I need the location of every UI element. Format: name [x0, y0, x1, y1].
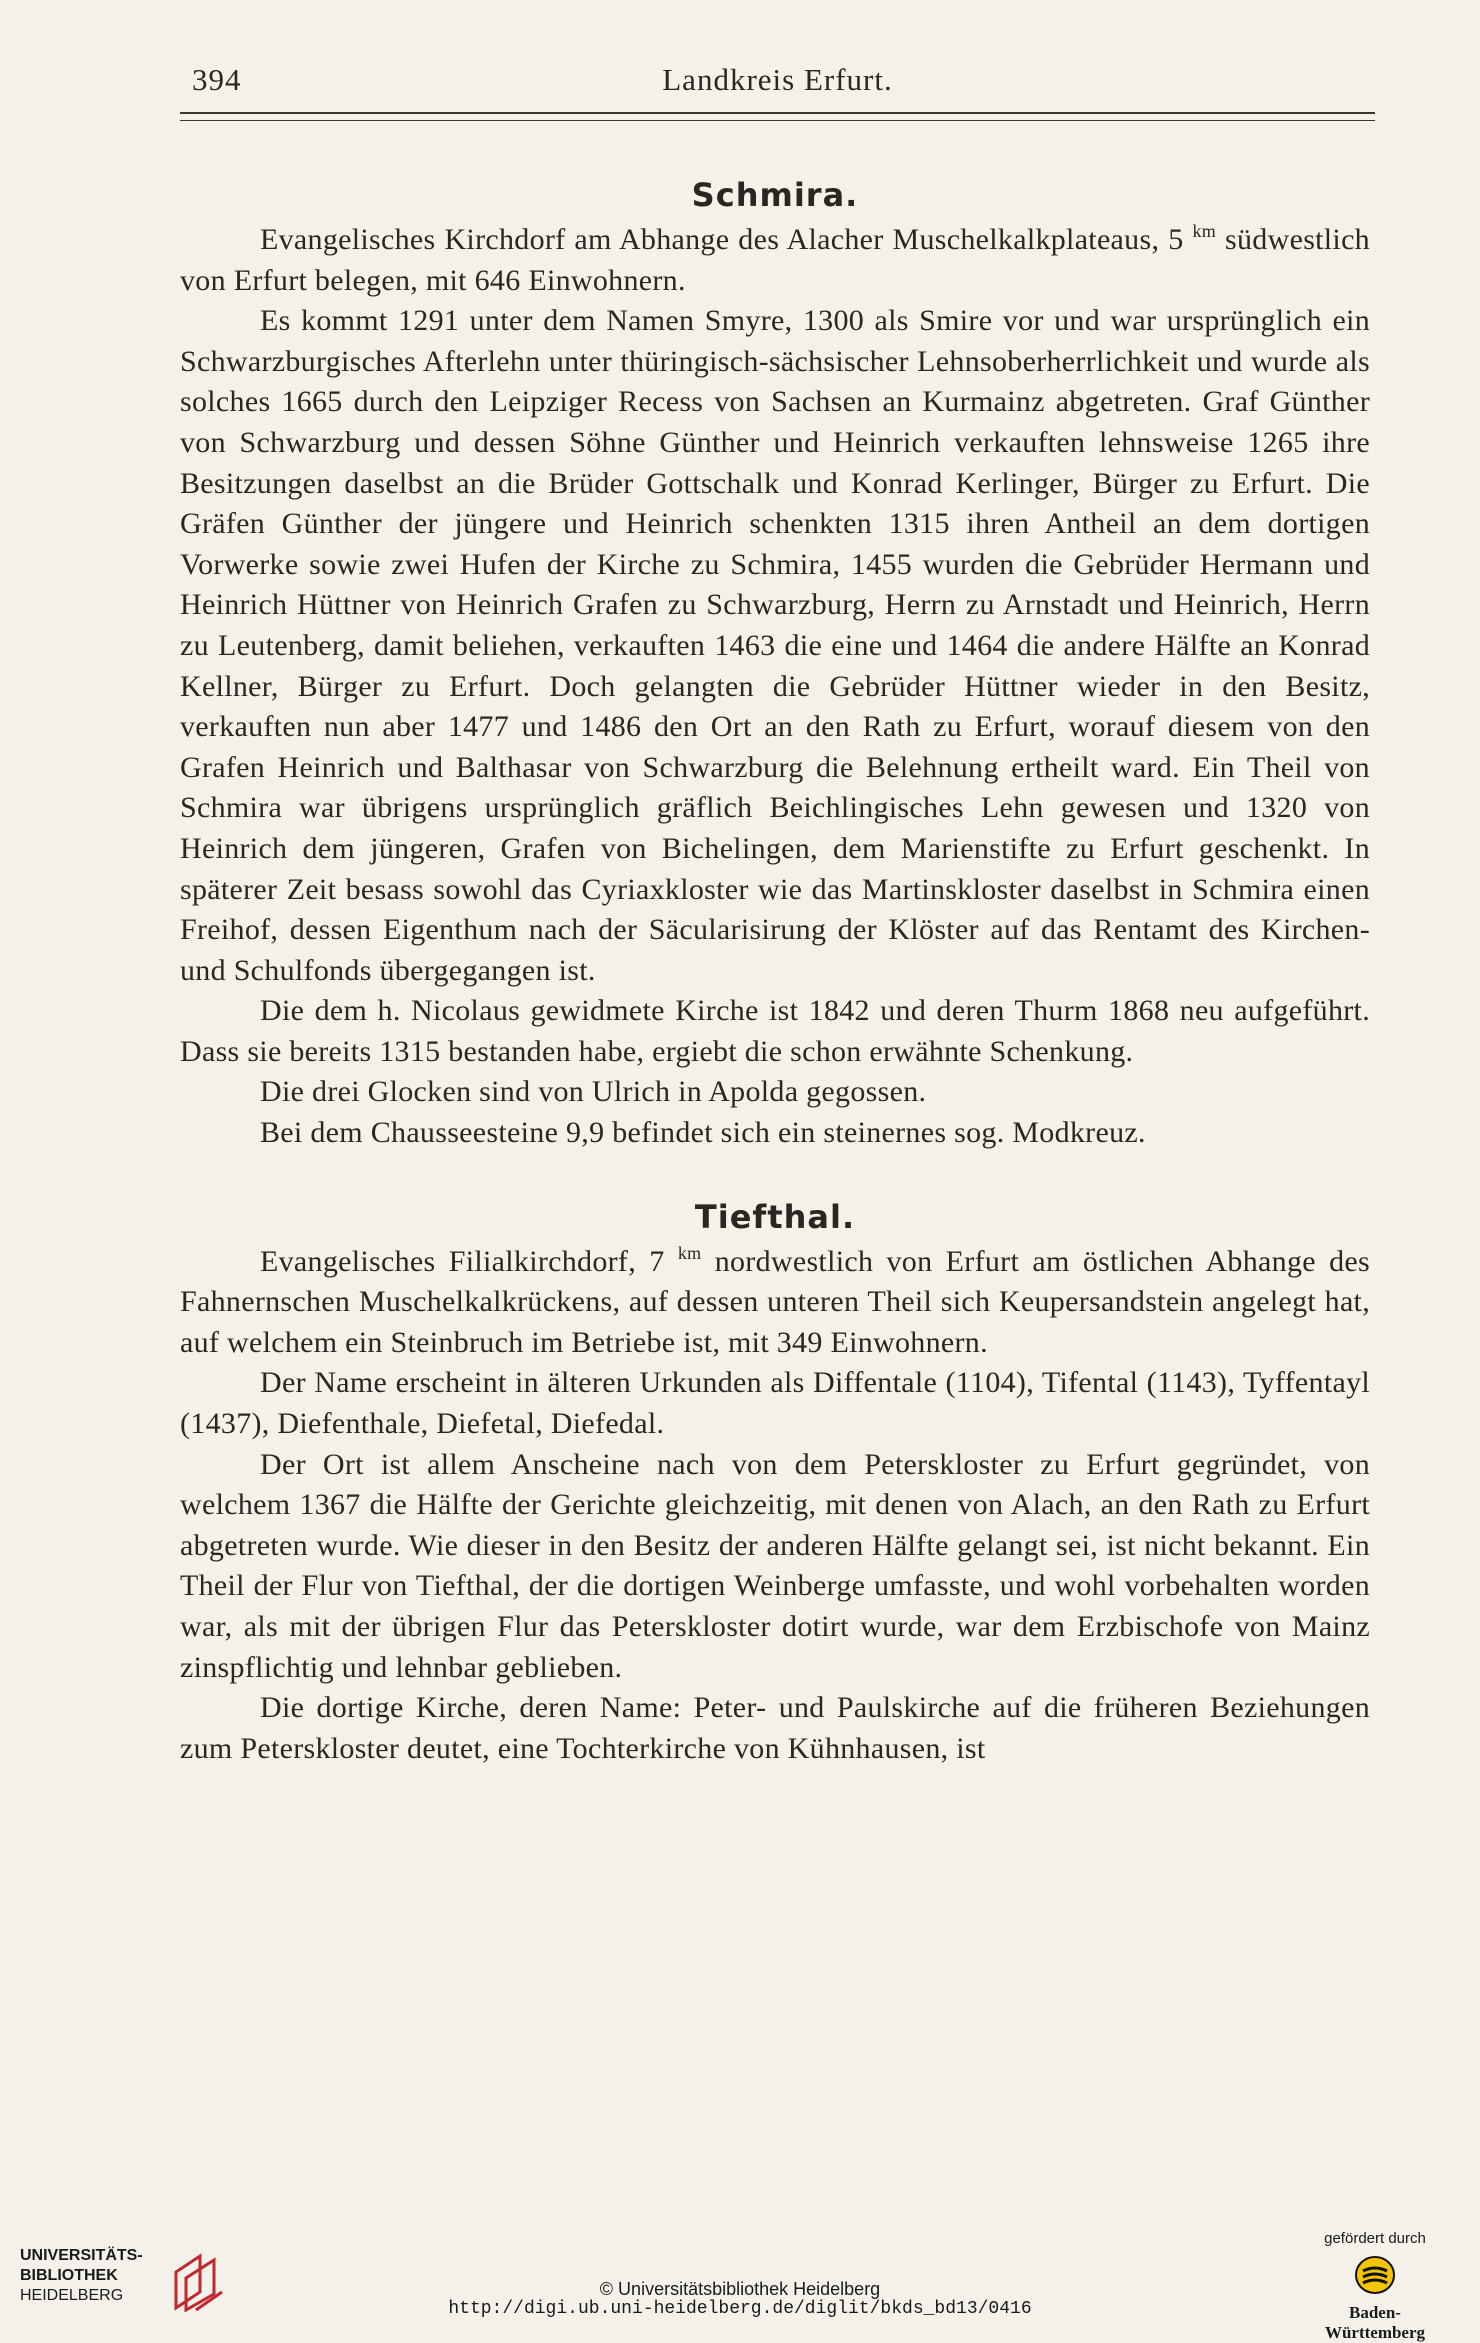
- page-footer: [0, 2220, 1480, 2342]
- paragraph: Die dem h. Nicolaus gewidmete Kirche ist 1842 und deren Thurm 1868 neu aufgeführt. Dass sie bereits 1315 bestanden habe, ergiebt die schon erwähnte Schenkung.: [180, 994, 1370, 1068]
- paragraph: Die drei Glocken sind von Ulrich in Apolda gegossen.: [260, 1075, 927, 1109]
- section-heading-schmira: Schmira.: [691, 176, 859, 214]
- funded-by-label: gefördert durch: [1324, 2230, 1426, 2247]
- paragraph: Evangelisches Filialkirchdorf, 7 $^{km}$ nordwestlich von Erfurt am östlichen Abhange des Fahnernschen Muschelkalkrückens, auf dessen unteren Theil sich Keupersandstein angelegt hat, auf welchem ein Steinbruch im Betriebe ist, mit 349 Einwohnern.: [180, 1242, 1370, 1359]
- library-name: UNIVERSITÄTS- BIBLIOTHEK HEIDELBERG: [20, 2247, 143, 2304]
- paragraph: Der Ort ist allem Anscheine nach von dem Peterskloster zu Erfurt gegründet, von welchem 1367 die Hälfte der Gerichte gleichzeitig, mit denen von Alach, an den Rath zu Erfurt abgetreten wurde. Wie dieser in den Besitz der anderen Hälfte gelangt sei, ist nicht bekannt. Ein Theil der Flur von Tiefthal, der die dortigen Weinberge umfasste, und wohl vorbehalten worden war, als mit der übrigen Flur das Peterskloster dotirt wurde, war dem Erzbischofe von Mainz zinspflichtig und lehnbar geblieben.: [180, 1447, 1370, 1684]
- page-header: [180, 62, 1375, 102]
- paragraph: Bei dem Chausseesteine 9,9 befindet sich ein steinernes sog. Modkreuz.: [260, 1116, 1146, 1150]
- paragraph: Es kommt 1291 unter dem Namen Smyre, 1300 als Smire vor und war ursprünglich ein Schwarzburgisches Afterlehn unter thüringisch-sächsischer Lehnsoberherrlichkeit und wurde als solches 1665 durch den Leipziger Recess von Sachsen an Kurmainz abgetreten. Graf Günther von Schwarzburg und dessen Söhne Günther und Heinrich verkauften lehnsweise 1265 ihre Besitzungen daselbst an die Brüder Gottschalk und Konrad Kerlinger, Bürger zu Erfurt. Die Gräfen Günther der jüngere und Heinrich schenkten 1315 ihren Antheil an dem dortigen Vorwerke sowie zwei Hufen der Kirche zu Schmira, 1455 wurden die Gebrüder Hermann und Heinrich Hüttner von Heinrich Grafen zu Schwarzburg, Herrn zu Arnstadt und Heinrich, Herrn zu Leutenberg, damit beliehen, verkauften 1463 die eine und 1464 die andere Hälfte an Konrad Kellner, Bürger zu Erfurt. Doch gelangten die Gebrüder Hüttner wieder in den Besitz, verkauften nun aber 1477 und 1486 den Ort an den Rath zu Erfurt, worauf diesem von den Grafen Heinrich und Balthasar von Schwarzburg die Belehnung ertheilt ward. Ein Theil von Schmira war übrigens ursprünglich gräflich Beichlingisches Lehn gewesen und 1320 von Heinrich dem jüngeren, Grafen von Bichelingen, dem Marienstifte zu Erfurt geschenkt. In späterer Zeit besass sowohl das Cyriaxkloster wie das Martinskloster daselbst in Schmira einen Freihof, dessen Eigenthum nach der Säcularisirung der Klöster auf das Rentamt des Kirchen- und Schulfonds übergegangen ist.: [180, 304, 1370, 987]
- state-crest-icon: [1354, 2255, 1396, 2295]
- funding-notice: [1300, 2230, 1450, 2343]
- source-url[interactable]: http://digi.ub.uni-heidelberg.de/diglit/bkds_bd13/0416: [448, 2299, 1032, 2319]
- header-rule: [180, 112, 1375, 121]
- paragraph: Evangelisches Kirchdorf am Abhange des Alacher Muschelkalkplateaus, 5 $^{km}$ südwestlich von Erfurt belegen, mit 646 Einwohnern.: [180, 221, 1370, 297]
- paragraph: Die dortige Kirche, deren Name: Peter- und Paulskirche auf die früheren Beziehungen zum Peterskloster deutet, eine Tochterkirche von Kühnhausen, ist: [180, 1691, 1370, 1765]
- page-body: [180, 170, 1370, 1769]
- section-heading-tiefthal: Tiefthal.: [694, 1197, 856, 1236]
- running-title: Landkreis Erfurt.: [662, 62, 893, 97]
- paragraph: Der Name erscheint in älteren Urkunden als Diffentale (1104), Tifental (1143), Tyffentayl (1437), Diefenthale, Diefetal, Diefedal.: [180, 1366, 1370, 1441]
- page-number: 394: [192, 62, 242, 97]
- state-name: Baden-Württemberg: [1324, 2303, 1426, 2342]
- copyright-notice: © Universitätsbibliothek Heidelberg: [599, 2279, 881, 2299]
